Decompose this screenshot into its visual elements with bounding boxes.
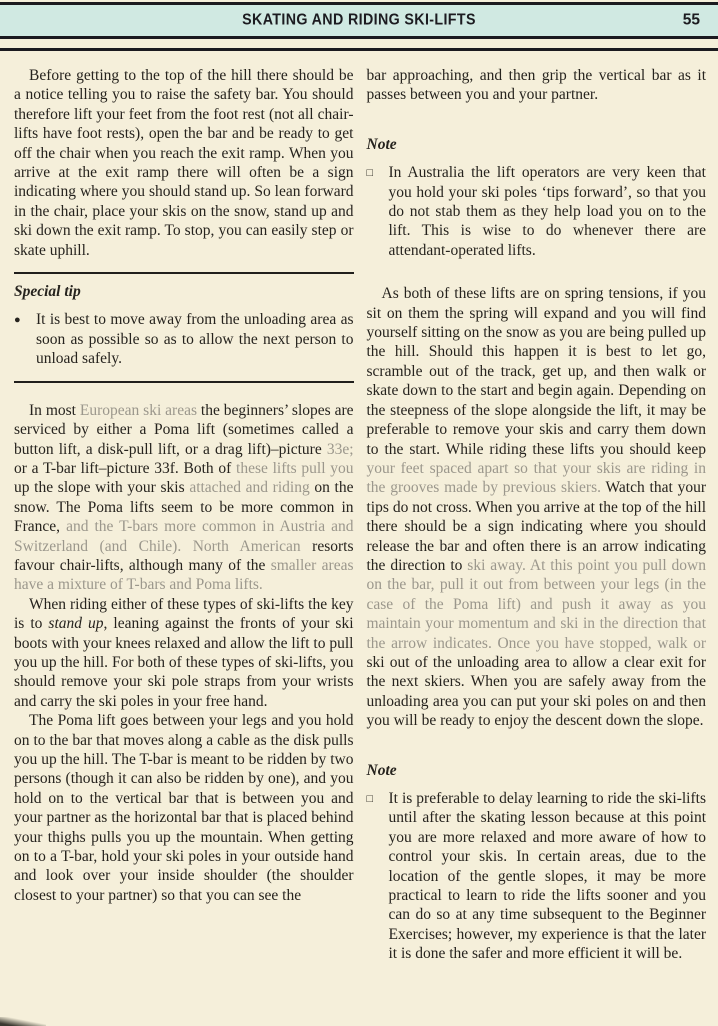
text-run: It is best to move away from the unloading area as soon as possible so as to allow the next person to unload safely. <box>36 311 354 368</box>
paragraph-bar-approaching <box>367 66 707 105</box>
page-number: 55 <box>682 11 700 29</box>
note-heading: Note <box>366 135 397 153</box>
page-header <box>0 2 718 39</box>
text-run: smaller areas have a mixture of T-bars and Poma lifts. <box>14 556 354 594</box>
item-text <box>389 163 707 260</box>
text-run: The Poma lift goes between your legs and you hold on to the bar that moves along a cable as the disk pulls you up the hill. The T-bar is meant to be ridden by two persons (though it can also be ridden by one), and you hold on to the vertical bar that is between you and your partner as the horizontal bar that is placed behind your thighs pulls you up the mountain. When getting on to a T-bar, hold your ski poles in your outside hand and look over your inside shoulder (the shoulder closest to your partner) so that you can see the <box>14 712 354 904</box>
left-column <box>14 66 354 964</box>
bullet-icon: ● <box>14 314 21 327</box>
page-title: SKATING AND RIDING SKI-LIFTS <box>242 11 476 29</box>
text-run: or a T-bar lift–picture 33f. Both of <box>14 459 237 477</box>
text-run: In most <box>29 401 80 419</box>
square-bullet-icon: □ <box>366 167 374 180</box>
text-run: and the T-bars more common in Austria and Switzerland (and Chile). North American <box>14 518 354 555</box>
text-run: , leaning against the fronts of your ski boots with your knees relaxed and allow the lift to pull you up the hill. For both of these types of ski-lifts, you should remove your ski pole straps from your wrists and carry the ski poles in your free hand. <box>14 615 354 710</box>
note-item-delay-learning <box>367 789 707 964</box>
text-run: When riding either of these types of ski-lifts the key is to <box>14 595 354 633</box>
text-run: Watch that your tips do not cross. When you arrive at the top of the hill there should be a sign indicating where you should release the bar and often there is an arrow indicating the direction to <box>366 479 707 574</box>
text-run: bar approaching, and then grip the vertical bar as it passes between you and your partner. <box>366 67 706 104</box>
text-run: attached and riding <box>189 479 310 497</box>
paragraph-poma-tbar-intro <box>14 401 354 595</box>
special-tip-heading: Special tip <box>14 283 81 301</box>
text-run: It is preferable to delay learning to ride the ski-lifts until after the skating lesson because at this point you are more relaxed and more aware of how to control your skis. In certain areas, due to the location of the gentle slopes, it may be more practical to learn to ride the lifts sooner and you can do so at any time subsequent to the Beginner Exercises; however, my experience is that the later it is done the safer and more efficient it will be. <box>388 790 706 963</box>
square-bullet-icon: □ <box>366 793 374 805</box>
text-run: the beginners’ slopes are serviced by either a Poma lift (sometimes called a button lift, a disk-pull lift, or a drag lift)–picture <box>14 401 354 458</box>
paragraph-stand-up <box>14 595 354 711</box>
note-heading: Note <box>366 761 397 779</box>
page-body <box>0 51 718 964</box>
text-run: up the slope with your skis <box>14 479 190 497</box>
text-run: these lifts pull you <box>236 459 354 477</box>
text-run: on the snow. The Poma lifts seem to be more common in France, <box>14 479 354 536</box>
paragraph-poma-tbar-riding <box>14 711 354 905</box>
text-run: your feet spaced apart so that your skis are riding in the grooves made by previous skiers. <box>366 459 706 497</box>
text-run: stand up <box>48 615 104 633</box>
item-text <box>389 789 707 964</box>
text-run: In Australia the lift operators are very keen that you hold your ski poles ‘tips forward’, so that you do not stab them as they help load you on to the lift. This is wise to do whenever there are attendant-operated lifts. <box>388 164 706 259</box>
text-run: 33e; <box>326 440 354 458</box>
note-item-australia <box>367 163 707 260</box>
text-run: resorts favour chair-lifts, although many of the <box>14 537 354 574</box>
section-rule <box>14 272 354 274</box>
item-text <box>36 310 354 368</box>
paragraph-spring-tensions <box>367 284 707 730</box>
right-column <box>367 66 707 964</box>
page-edge-shadow <box>0 1017 46 1026</box>
paragraph-chairlift-exit <box>14 66 354 260</box>
text-run: ski out of the unloading area to allow a clear exit for the next skiers. When you are safely away from the unloading area you can put your ski poles on and then you will be ready to enjoy the descent down the slope. <box>366 653 706 730</box>
text-run: Before getting to the top of the hill there should be a notice telling you to raise the safety bar. You should therefore lift your feet from the foot rest (not all chair-lifts have foot rests), open the bar and be ready to get off the chair when you reach the exit ramp. When you arrive at the exit ramp there will often be a sign indicating where you should stand up. So lean forward in the chair, place your skis on the snow, stand up and ski down the exit ramp. To stop, you can easily step or skate uphill. <box>14 67 354 259</box>
text-run: European ski areas <box>79 401 197 419</box>
text-run: As both of these lifts are on spring tensions, if you sit on them the spring will expand and you will find yourself sitting on the snow as you are being pulled up the hill. Should this happen it is best to let go, scramble out of the track, get up, and then walk or skate down to the start and begin again. Depending on the steepness of the slope alongside the lift, it may be preferable to remove your skis and carry them down to the start. While riding these lifts you should keep <box>366 285 706 458</box>
text-run: ski away. At this point you pull down on the bar, pull it out from between your legs (in the case of the Poma lift) and push it away as you maintain your momentum and ski in the direction that the arrow indicates. Once you have stopped, walk or <box>366 556 706 652</box>
tip-item <box>14 310 354 368</box>
section-rule <box>14 381 354 383</box>
